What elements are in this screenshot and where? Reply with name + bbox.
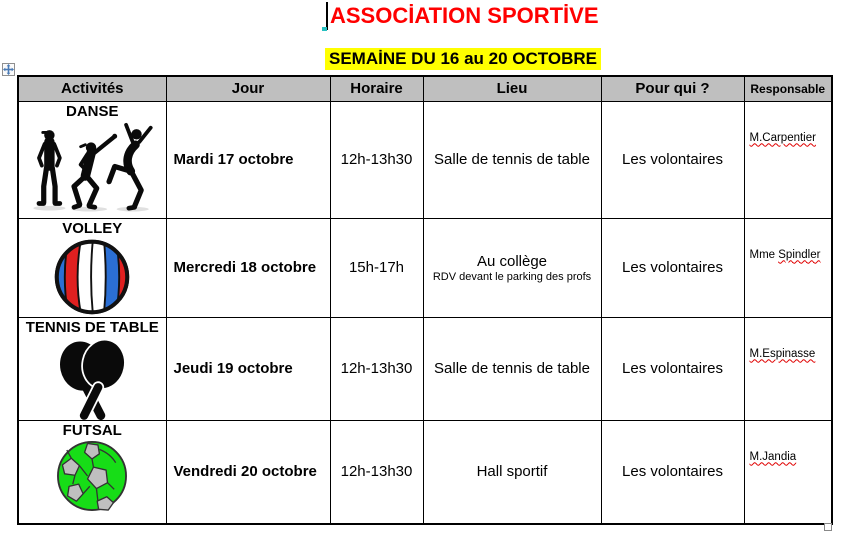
activity-label: TENNIS DE TABLE <box>25 318 159 336</box>
pour-qui-cell[interactable]: Les volontaires <box>601 101 744 218</box>
futsal-ball-icon[interactable] <box>19 439 166 513</box>
table-resize-handle-icon[interactable] <box>824 523 832 531</box>
header-activites[interactable]: Activités <box>18 76 166 101</box>
responsable-name: Spindler <box>778 248 821 261</box>
responsable-name: M.Jandia <box>749 450 797 463</box>
lieu-cell[interactable] <box>423 317 601 420</box>
header-horaire[interactable]: Horaire <box>330 76 423 101</box>
lieu-cell[interactable] <box>423 101 601 218</box>
lieu-cell[interactable] <box>423 218 601 317</box>
lieu-cell[interactable] <box>423 420 601 524</box>
dancers-icon[interactable] <box>19 120 166 214</box>
lieu-note: RDV devant le parking des profs <box>432 270 592 283</box>
table-row <box>18 101 832 218</box>
table-header-row <box>18 76 832 101</box>
cursor-mark <box>322 27 327 31</box>
header-jour[interactable]: Jour <box>166 76 330 101</box>
activity-label: FUTSAL <box>62 421 122 439</box>
activity-label: VOLLEY <box>62 219 123 237</box>
lieu-main: Salle de tennis de table <box>434 151 590 168</box>
table-tennis-paddles-icon[interactable] <box>19 336 166 420</box>
pour-qui-cell[interactable]: Les volontaires <box>601 420 744 524</box>
text-cursor <box>326 2 328 30</box>
schedule-table <box>17 75 833 525</box>
responsable-cell[interactable] <box>744 420 832 524</box>
horaire-cell[interactable]: 12h-13h30 <box>330 101 423 218</box>
lieu-main: Hall sportif <box>476 463 548 481</box>
page-title[interactable]: ASSOCİATION SPORTİVE <box>330 3 599 28</box>
jour-cell[interactable]: Vendredi 20 octobre <box>166 420 330 524</box>
jour-cell[interactable]: Jeudi 19 octobre <box>166 317 330 420</box>
header-pour-qui[interactable]: Pour qui ? <box>601 76 744 101</box>
header-responsable[interactable]: Responsable <box>744 76 832 101</box>
horaire-cell[interactable]: 15h-17h <box>330 218 423 317</box>
lieu-main: Salle de tennis de table <box>434 360 590 377</box>
volleyball-icon[interactable] <box>19 237 166 317</box>
activity-cell-volley[interactable] <box>18 218 166 317</box>
page-subtitle[interactable]: SEMAİNE DU 16 au 20 OCTOBRE <box>325 48 601 70</box>
responsable-name: M.Espinasse <box>749 347 816 360</box>
table-move-handle-icon[interactable] <box>2 63 15 76</box>
table-row <box>18 218 832 317</box>
jour-cell[interactable]: Mardi 17 octobre <box>166 101 330 218</box>
activity-cell-danse[interactable] <box>18 101 166 218</box>
header-lieu[interactable]: Lieu <box>423 76 601 101</box>
responsable-cell[interactable] <box>744 101 832 218</box>
table-row <box>18 420 832 524</box>
pour-qui-cell[interactable]: Les volontaires <box>601 218 744 317</box>
activity-cell-tennis-de-table[interactable] <box>18 317 166 420</box>
responsable-name: M.Carpentier <box>749 131 816 144</box>
activity-cell-futsal[interactable] <box>18 420 166 524</box>
horaire-cell[interactable]: 12h-13h30 <box>330 317 423 420</box>
lieu-main: Au collège <box>476 252 548 270</box>
table-row <box>18 317 832 420</box>
responsable-prefix: Mme <box>749 248 779 261</box>
four-arrows-icon <box>3 64 14 75</box>
activity-label: DANSE <box>65 102 119 120</box>
jour-cell[interactable]: Mercredi 18 octobre <box>166 218 330 317</box>
responsable-cell[interactable] <box>744 317 832 420</box>
horaire-cell[interactable]: 12h-13h30 <box>330 420 423 524</box>
pour-qui-cell[interactable]: Les volontaires <box>601 317 744 420</box>
responsable-cell[interactable] <box>744 218 832 317</box>
